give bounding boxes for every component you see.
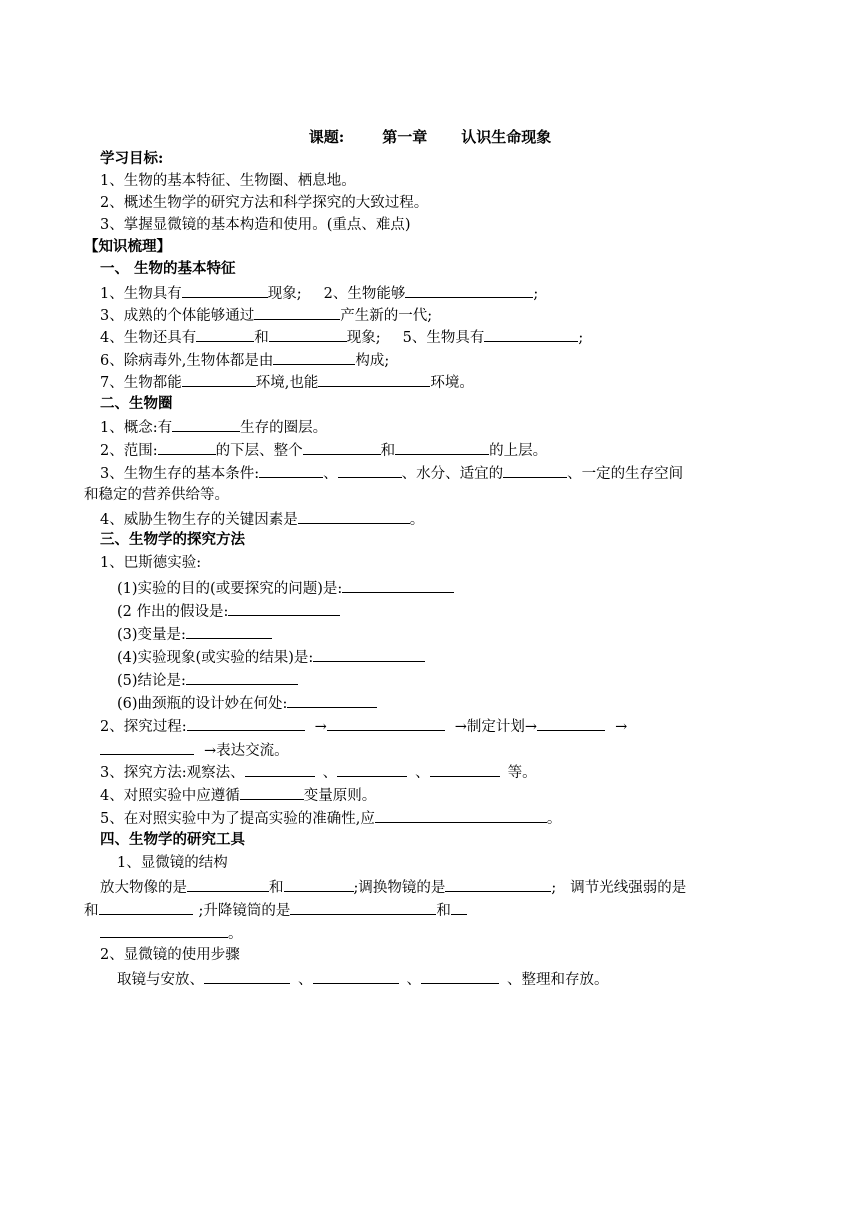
answer-blank[interactable]: [186, 622, 272, 639]
answer-blank[interactable]: [187, 714, 305, 731]
text: 2、范围:: [100, 443, 158, 459]
s1-line-5: [100, 370, 474, 394]
goal-item: 3、掌握显微镜的基本构造和使用。(重点、难点): [100, 217, 411, 233]
answer-blank[interactable]: [182, 370, 256, 387]
answer-blank[interactable]: [240, 783, 304, 800]
text: 生存的圈层。: [240, 420, 328, 436]
s3-process: [100, 714, 627, 738]
answer-blank[interactable]: [187, 875, 269, 892]
s4-steps: [117, 967, 609, 991]
answer-blank[interactable]: [100, 921, 228, 938]
answer-blank[interactable]: [313, 967, 399, 984]
text: 环境,也能: [255, 375, 319, 391]
text: →制定计划→: [454, 719, 538, 735]
title-chapter: 第一章: [382, 128, 428, 146]
section-header: 【知识梳理】: [84, 238, 171, 255]
text: 、: [298, 972, 313, 988]
s3-methods: [100, 760, 537, 784]
text: 5、在对照实验中为了提高实验的准确性,应: [100, 811, 375, 827]
answer-blank[interactable]: [342, 576, 454, 593]
text: ;: [533, 286, 539, 302]
answer-blank[interactable]: [395, 438, 489, 455]
text: 现象;: [346, 330, 381, 346]
answer-blank[interactable]: [298, 507, 410, 524]
text: 4、对照实验中应遵循: [100, 788, 240, 804]
text: 4、生物还具有: [100, 330, 197, 346]
title-label: 课题:: [308, 128, 345, 146]
text: 、: [406, 972, 421, 988]
text: 和: [436, 903, 451, 919]
s3-control-1: [100, 783, 376, 807]
s3-question-2: [117, 599, 340, 623]
s2-line-4: 和稳定的营养供给等。: [84, 487, 229, 503]
text: 3、成熟的个体能够通过: [100, 308, 255, 324]
text: 和: [269, 880, 284, 896]
answer-blank[interactable]: [303, 438, 381, 455]
s1-line-1: [100, 281, 538, 305]
answer-blank[interactable]: [259, 461, 323, 478]
text: 6、除病毒外,生物体都是由: [100, 353, 274, 369]
answer-blank[interactable]: [318, 370, 430, 387]
answer-blank[interactable]: [375, 806, 547, 823]
s1-line-3: [100, 325, 583, 349]
text: 7、生物都能: [100, 375, 182, 391]
answer-blank[interactable]: [445, 875, 551, 892]
answer-blank[interactable]: [313, 645, 425, 662]
text: 构成;: [355, 353, 390, 369]
answer-blank[interactable]: [196, 325, 254, 342]
text: 和: [84, 903, 99, 919]
answer-blank[interactable]: [186, 668, 298, 685]
text: (4)实验现象(或实验的结果)是:: [117, 650, 314, 666]
text: (1)实验的目的(或要探究的问题)是:: [117, 581, 343, 597]
text: ;: [551, 880, 557, 896]
text: ;升降镜筒的是: [198, 903, 291, 919]
answer-blank[interactable]: [327, 714, 445, 731]
text: 1、生物具有: [100, 286, 182, 302]
answer-blank[interactable]: [204, 967, 290, 984]
text: (5)结论是:: [117, 673, 186, 689]
section-heading: 一、 生物的基本特征: [100, 260, 236, 277]
answer-blank[interactable]: [537, 714, 605, 731]
text: 。: [228, 926, 243, 942]
text: 2、生物能够: [323, 286, 406, 302]
text: 取镜与安放、: [117, 972, 204, 988]
text: 、: [323, 466, 338, 482]
text: 产生新的一代;: [340, 308, 433, 324]
s4-sub-2: 2、显微镜的使用步骤: [100, 947, 240, 963]
text: 5、生物具有: [402, 330, 485, 346]
text: 3、探究方法:观察法、: [100, 765, 245, 781]
answer-blank[interactable]: [290, 898, 436, 915]
text: 、整理和存放。: [507, 972, 609, 988]
section-heading: 四、生物学的研究工具: [100, 831, 245, 848]
text: 和: [254, 330, 269, 346]
s3-process-cont: [100, 738, 289, 762]
text: 和: [380, 443, 396, 459]
answer-blank[interactable]: [484, 325, 578, 342]
text: 调节光线强弱的是: [570, 880, 687, 896]
page-title: [0, 126, 860, 148]
goal-item: 2、概述生物学的研究方法和科学探究的大致过程。: [100, 195, 429, 211]
answer-blank[interactable]: [245, 760, 315, 777]
text: 变量原则。: [303, 788, 377, 804]
text: 、: [322, 765, 338, 781]
text: 、一定的生存空间: [567, 466, 684, 482]
text: 的下层、整个: [215, 443, 303, 459]
answer-blank[interactable]: [337, 760, 407, 777]
s4-row-3: [100, 921, 243, 945]
s3-question-3: [117, 622, 272, 646]
text: 的上层。: [489, 443, 548, 459]
text: ;: [578, 330, 584, 346]
s1-line-4: [100, 348, 389, 372]
text: ;调换物镜的是: [353, 880, 446, 896]
text: 4、威胁生物生存的关键因素是: [100, 512, 298, 528]
s1-line-2: [100, 303, 432, 327]
answer-blank[interactable]: [269, 325, 347, 342]
text: (2 作出的假设是:: [117, 604, 229, 620]
text: 1、概念:有: [100, 420, 173, 436]
answer-blank[interactable]: [182, 281, 268, 298]
s3-control-2: [100, 806, 561, 830]
s2-line-2: [100, 438, 547, 462]
text: →表达交流。: [204, 743, 289, 759]
text: 3、生物生存的基本条件:: [100, 466, 260, 482]
goal-item: 1、生物的基本特征、生物圈、栖息地。: [100, 173, 356, 189]
answer-blank[interactable]: [228, 599, 340, 616]
answer-blank[interactable]: [254, 303, 340, 320]
s4-row-2: [84, 898, 467, 922]
s3-line-1: 1、巴斯德实验:: [100, 555, 202, 571]
s3-question-6: [117, 691, 377, 715]
section-heading: 二、生物圈: [100, 395, 173, 412]
text: 2、探究过程:: [100, 719, 187, 735]
answer-blank[interactable]: [284, 875, 354, 892]
answer-blank[interactable]: [430, 760, 500, 777]
text: 、水分、适宜的: [401, 466, 504, 482]
arrow-icon: →: [615, 719, 628, 735]
answer-blank[interactable]: [287, 691, 377, 708]
text: 放大物像的是: [100, 880, 187, 896]
s4-sub-1: 1、显微镜的结构: [117, 855, 228, 871]
s3-question-1: [117, 576, 454, 600]
answer-blank[interactable]: [451, 898, 467, 915]
answer-blank[interactable]: [273, 348, 355, 365]
s2-line-3: [100, 461, 683, 485]
answer-blank[interactable]: [503, 461, 567, 478]
answer-blank[interactable]: [405, 281, 533, 298]
s3-question-5: [117, 668, 298, 692]
answer-blank[interactable]: [421, 967, 499, 984]
s2-line-1: [100, 415, 327, 439]
arrow-icon: →: [314, 719, 327, 735]
answer-blank[interactable]: [172, 415, 240, 432]
answer-blank[interactable]: [338, 461, 402, 478]
title-name: 认识生命现象: [461, 128, 552, 146]
text: 环境。: [430, 375, 474, 391]
text: (3)变量是:: [117, 627, 186, 643]
text: 等。: [507, 765, 537, 781]
s3-question-4: [117, 645, 425, 669]
text: 。: [409, 512, 425, 528]
text: 。: [546, 811, 562, 827]
s4-row-1: [100, 875, 686, 899]
answer-blank[interactable]: [158, 438, 216, 455]
answer-blank[interactable]: [99, 898, 193, 915]
answer-blank[interactable]: [100, 738, 194, 755]
text: 、: [415, 765, 430, 781]
text: 现象;: [267, 286, 302, 302]
text: (6)曲颈瓶的设计妙在何处:: [117, 696, 288, 712]
s2-line-5: [100, 507, 424, 531]
section-heading: 三、生物学的探究方法: [100, 531, 245, 548]
goals-heading: 学习目标:: [100, 150, 164, 167]
